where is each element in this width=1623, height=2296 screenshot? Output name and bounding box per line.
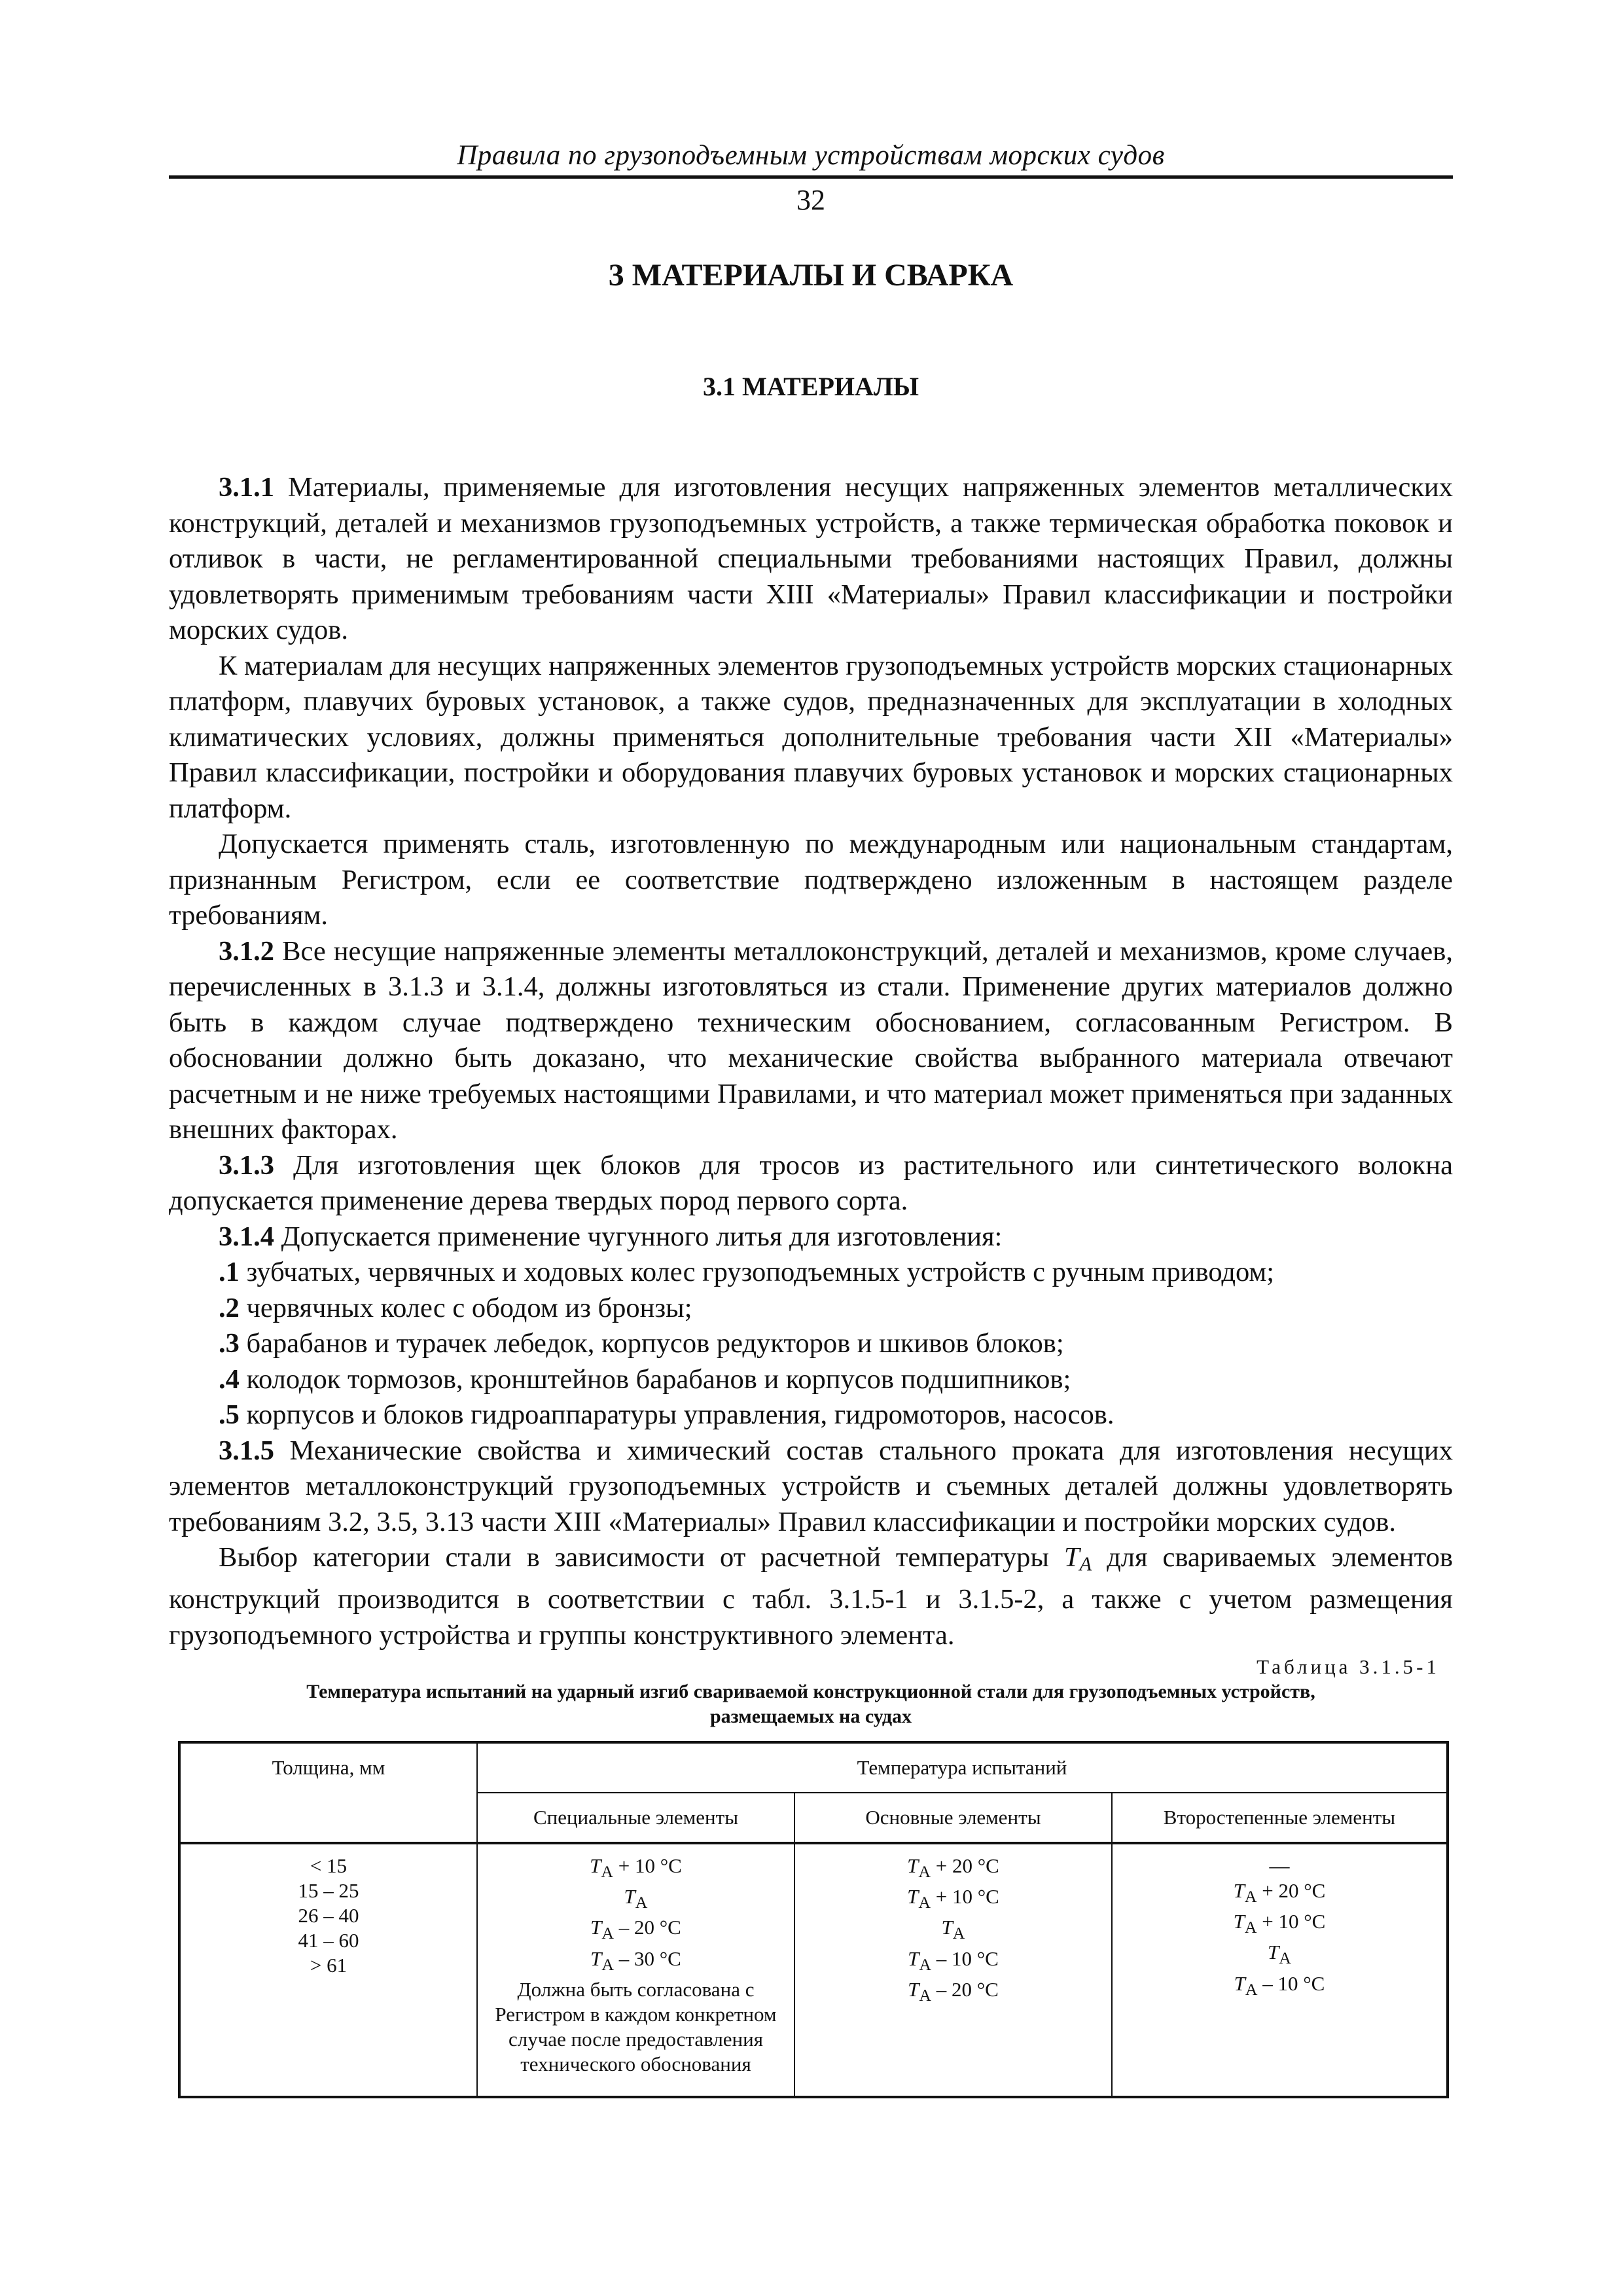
ta-subscript: A	[1279, 1948, 1291, 1968]
paragraph-3-1-2	[169, 934, 1453, 1148]
list-item-text: зубчатых, червячных и ходовых колес грузоподъемных устройств с ручным приводом;	[239, 1257, 1275, 1287]
temperature-cell	[478, 1915, 794, 1946]
test-temperature-table	[178, 1741, 1449, 2098]
header-rule	[169, 175, 1453, 179]
list-item-text: корпусов и блоков гидроаппаратуры управления, гидромоторов, насосов.	[239, 1399, 1115, 1430]
clause-number: 3.1.3	[219, 1149, 274, 1181]
thickness-value: 41 – 60	[298, 1929, 359, 1952]
paragraph-text: для свариваемых элементов конструкций производится в соответствии с табл. 3.1.5-1 и 3.1.5-2, а также с учетом размещения грузоподъемного устройства и группы конструктивного элемента.	[169, 1542, 1454, 1651]
temperature-symbol: T	[1063, 1542, 1080, 1573]
list-item-text: барабанов и турачек лебедок, корпусов редукторов и шкивов блоков;	[239, 1328, 1064, 1359]
temperature-subscript: A	[1079, 1552, 1092, 1575]
main-elements-column	[794, 1843, 1112, 2097]
table-title-line: размещаемых на судах	[709, 1706, 912, 1727]
temperature-value: – 10 °C	[1257, 1971, 1325, 1995]
special-note-line: Регистром в каждом конкретном	[495, 2002, 777, 2026]
ta-subscript: A	[1244, 1887, 1257, 1907]
ta-symbol: T	[908, 1977, 919, 2001]
clause-number: 3.1.5	[219, 1435, 274, 1466]
ta-symbol: T	[908, 1946, 919, 1970]
temperature-value: – 20 °C	[614, 1916, 681, 1939]
paragraph-3-1-5-b	[169, 1540, 1453, 1653]
temperature-cell	[478, 1884, 794, 1915]
paragraph-text: Выбор категории стали в зависимости от расчетной температуры	[219, 1542, 1064, 1573]
paragraph-3-1-5	[169, 1433, 1453, 1541]
list-item-number: .4	[219, 1363, 240, 1395]
ta-symbol: T	[1233, 1910, 1245, 1933]
temperature-cell	[795, 1854, 1111, 1884]
ta-subscript: A	[1245, 1979, 1258, 1999]
list-item-text: колодок тормозов, кронштейнов барабанов и корпусов подшипников;	[239, 1363, 1071, 1395]
temperature-value: + 10 °C	[1257, 1910, 1326, 1933]
thickness-value: < 15	[310, 1854, 348, 1877]
temperature-cell	[1113, 1909, 1446, 1940]
table-title-line: Температура испытаний на ударный изгиб свариваемой конструкционной стали для грузоподъемных устройств,	[306, 1681, 1315, 1702]
temperature-cell	[1113, 1940, 1446, 1971]
list-item-number: .3	[219, 1328, 240, 1359]
paragraph-text: Механические свойства и химический состав стального проката для изготовления несущих элементов металлоконструкций грузоподъемных устройств и съемных деталей должны удовлетворять требованиям 3.2, 3.5, 3.13 части XIII «Материалы» Правил классификации и постройки морских судов.	[169, 1435, 1453, 1537]
thickness-column	[179, 1843, 477, 2097]
section-title: 3.1 МАТЕРИАЛЫ	[703, 372, 919, 401]
paragraph-text: Материалы, применяемые для изготовления несущих напряженных элементов металлических конструкций, деталей и механизмов грузоподъемных устройств, а также термическая обработка поковок и отливок в части, не регламентированной специальными требованиями настоящих Правил, должны удовлетворять применимым требованиям части XIII «Материалы» Правил классификации и постройки морских судов.	[169, 472, 1453, 645]
clause-number: 3.1.4	[219, 1221, 274, 1252]
ta-symbol: T	[1233, 1879, 1245, 1902]
temperature-value: – 30 °C	[614, 1946, 681, 1970]
list-item-number: .1	[219, 1257, 240, 1287]
ta-subscript: A	[919, 1985, 932, 2005]
ta-subscript: A	[601, 1954, 615, 1974]
temperature-cell-empty: —	[1269, 1854, 1290, 1877]
paragraph-3-1-1	[169, 470, 1453, 649]
header-secondary-elements: Второстепенные элементы	[1112, 1793, 1448, 1843]
header-special-elements: Специальные элементы	[477, 1793, 794, 1843]
header-main-elements: Основные элементы	[794, 1793, 1112, 1843]
temperature-value: + 10 °C	[931, 1885, 999, 1909]
temperature-cell	[478, 1854, 794, 1884]
running-header: Правила по грузоподъемным устройствам морских судов	[457, 140, 1165, 171]
chapter-title: 3 МАТЕРИАЛЫ И СВАРКА	[608, 258, 1014, 293]
temperature-cell	[795, 1977, 1111, 2008]
special-note-line: случае после предоставления	[508, 2027, 763, 2051]
header-test-temperature: Температура испытаний	[477, 1742, 1448, 1793]
list-item	[169, 1291, 1453, 1327]
ta-subscript: A	[918, 1893, 931, 1912]
list-item-number: .2	[219, 1292, 240, 1323]
ta-subscript: A	[919, 1954, 932, 1974]
ta-symbol: T	[1268, 1941, 1279, 1964]
list-item	[169, 1326, 1453, 1362]
temperature-cell	[795, 1946, 1111, 1977]
list-item-number: .5	[219, 1399, 240, 1430]
temperature-value: – 20 °C	[931, 1977, 999, 2001]
paragraph-text: Допускается применение чугунного литья для изготовления:	[274, 1221, 1003, 1252]
list-item	[169, 1255, 1453, 1291]
paragraph-3-1-1-c: Допускается применять сталь, изготовленную по международным или национальным стандартам, признанным Регистром, если ее соответствие подтверждено изложенным в настоящем разделе требованиям.	[169, 829, 1453, 931]
table-label: Таблица 3.1.5-1	[1257, 1655, 1440, 1678]
special-note-line: Должна быть согласована с	[517, 1977, 755, 2001]
thickness-value: 15 – 25	[298, 1879, 359, 1902]
ta-symbol: T	[941, 1916, 953, 1939]
ta-symbol: T	[624, 1885, 635, 1909]
body-text	[169, 470, 1453, 1653]
ta-symbol: T	[590, 1916, 602, 1939]
temperature-value: + 10 °C	[613, 1854, 682, 1877]
table-title	[169, 1679, 1453, 1729]
ta-subscript: A	[952, 1924, 965, 1943]
ta-symbol: T	[590, 1854, 601, 1877]
temperature-value: – 10 °C	[931, 1946, 999, 1970]
ta-symbol: T	[1234, 1971, 1245, 1995]
ta-subscript: A	[918, 1862, 931, 1882]
ta-symbol: T	[907, 1885, 919, 1909]
temperature-cell	[1113, 1878, 1446, 1909]
ta-subscript: A	[635, 1893, 648, 1912]
thickness-value: > 61	[310, 1954, 348, 1977]
clause-number: 3.1.1	[219, 472, 274, 503]
temperature-cell	[795, 1915, 1111, 1946]
special-elements-column	[477, 1843, 794, 2097]
temperature-value: + 20 °C	[1257, 1879, 1326, 1902]
paragraph-text: Все несущие напряженные элементы металлоконструкций, деталей и механизмов, кроме случаев, перечисленных в 3.1.3 и 3.1.4, должны изготовляться из стали. Применение других материалов должно быть в каждом случае подтверждено техническим обоснованием, согласованным Регистром. В обосновании должно быть доказано, что механические свойства выбранного материала отвечают расчетным и не ниже требуемых настоящими Правилами, и что материал может применяться при заданных внешних факторах.	[169, 935, 1453, 1145]
ta-subscript: A	[601, 1862, 614, 1882]
temperature-value: + 20 °C	[931, 1854, 999, 1877]
clause-number: 3.1.2	[219, 935, 274, 967]
list-item	[169, 1362, 1453, 1398]
paragraph-text: Для изготовления щек блоков для тросов из растительного или синтетического волокна допускается применение дерева твердых пород первого сорта.	[169, 1149, 1453, 1216]
list-item-text: червячных колес с ободом из бронзы;	[239, 1292, 692, 1323]
ta-subscript: A	[601, 1924, 615, 1943]
ta-symbol: T	[907, 1854, 919, 1877]
temperature-cell	[1113, 1971, 1446, 2002]
thickness-value: 26 – 40	[298, 1904, 359, 1927]
list-item	[169, 1397, 1453, 1433]
header-thickness: Толщина, мм	[179, 1742, 477, 1843]
paragraph-3-1-4	[169, 1219, 1453, 1255]
temperature-cell	[478, 1946, 794, 1977]
paragraph-3-1-1-b: К материалам для несущих напряженных элементов грузоподъемных устройств морских стационарных платформ, плавучих буровых установок, а также судов, предназначенных для эксплуатации в холодных климатических условиях, должны применяться дополнительные требования части XII «Материалы» Правил классификации, постройки и оборудования плавучих буровых установок и морских стационарных платформ.	[169, 650, 1453, 824]
paragraph-3-1-3	[169, 1148, 1453, 1219]
ta-subscript: A	[1244, 1918, 1257, 1937]
special-note-line: технического обоснования	[520, 2052, 751, 2075]
page-number: 32	[796, 184, 825, 216]
temperature-cell	[795, 1884, 1111, 1915]
secondary-elements-column	[1112, 1843, 1448, 2097]
ta-symbol: T	[590, 1946, 602, 1970]
